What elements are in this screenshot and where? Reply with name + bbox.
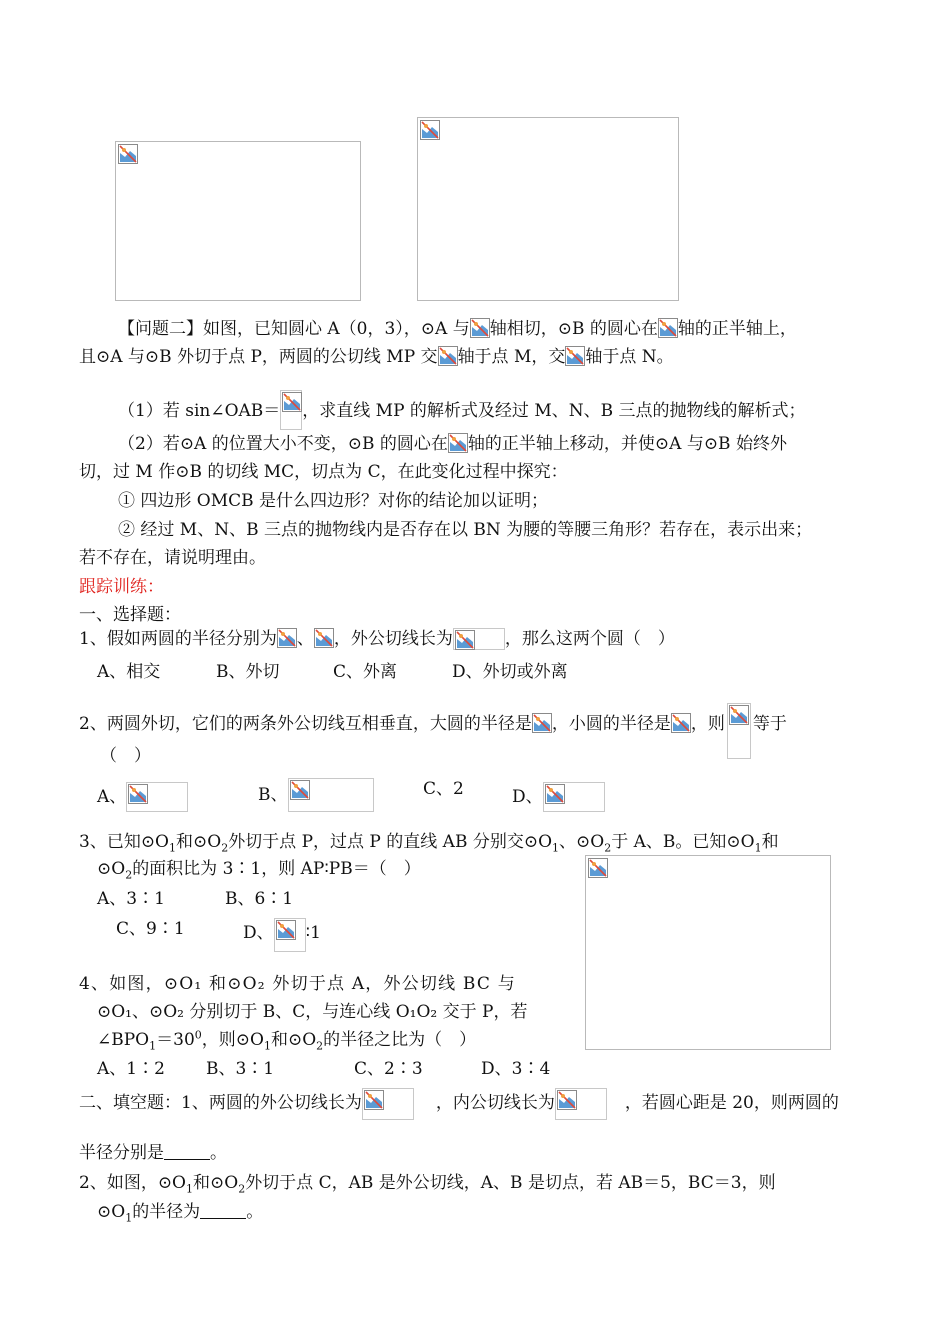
problem2-sub2-line1: ② 经过 M、N、B 三点的抛物线内是否存在以 BN 为腰的等腰三角形？若存在，表示出来； — [118, 520, 813, 540]
q3-option-a[interactable]: A、3∶1 — [97, 889, 165, 909]
fill2-line1: 2、如图，$⊙O_1$和$⊙O_2$外切于点 C，AB 是外公切线，A、B 是切点，若 AB＝5，BC＝3，则 — [79, 1173, 776, 1196]
problem2-sub1: ① 四边形 OMCB 是什么四边形？对你的结论加以证明； — [118, 491, 549, 511]
q1-option-a[interactable]: A、相交 — [97, 662, 161, 682]
broken-image-icon — [128, 784, 148, 804]
section1-title: 一、选择题： — [79, 605, 181, 625]
question-4-line2: ⊙O₁、⊙O₂ 分别切于 B、C，与连心线 O₁O₂ 交于 P，若 — [97, 1002, 528, 1022]
fill1-line2: 半径分别是 。 — [79, 1143, 227, 1163]
q2-option-b[interactable]: B、 — [258, 778, 374, 812]
answer-blank[interactable] — [200, 1202, 246, 1219]
q3-option-c[interactable]: C、9∶1 — [116, 919, 185, 939]
broken-image-icon — [364, 1090, 384, 1110]
q1-option-c[interactable]: C、外离 — [333, 662, 398, 682]
figure-frame-left — [115, 141, 361, 301]
broken-image-icon — [658, 318, 678, 338]
training-heading: 跟踪训练： — [79, 577, 164, 597]
broken-image-icon — [290, 780, 310, 800]
q2-paren: （ ） — [100, 746, 151, 766]
question-2: 2、两圆外切，它们的两条外公切线互相垂直，大圆的半径是 ，小圆的半径是 ，则 等于 — [79, 703, 787, 759]
formula-image-box — [543, 782, 605, 812]
question-4-line1: 4、如图，⊙O₁ 和⊙O₂ 外切于点 A，外公切线 BC 与 — [79, 974, 516, 994]
question-1: 1、假如两圆的半径分别为 、 ，外公切线长为 ，那么这两个圆（ ） — [79, 629, 675, 649]
formula-image-box — [280, 390, 302, 430]
broken-image-icon — [448, 433, 468, 453]
broken-image-icon — [588, 858, 608, 878]
answer-blank[interactable] — [164, 1143, 210, 1160]
question-4-line3: $\angle BPO_1=30^0$，则$⊙O_1$和$⊙O_2$的半径之比为（ ） — [97, 1028, 477, 1053]
broken-image-icon — [671, 713, 691, 733]
broken-image-icon — [438, 346, 458, 366]
formula-image-box — [362, 1088, 414, 1120]
q3-option-d[interactable]: D、 ∶1 — [243, 918, 321, 952]
formula-image-box — [727, 703, 751, 759]
broken-image-icon — [532, 713, 552, 733]
formula-image-box — [555, 1088, 607, 1120]
q4-option-d[interactable]: D、3∶4 — [481, 1059, 551, 1079]
question-3-line1: 3、已知$⊙O_1$和$⊙O_2$外切于点 P，过点 P 的直线 AB 分别交$⊙O_1$、$⊙O_2$于 A、B。已知$⊙O_1$和 — [79, 832, 779, 855]
broken-image-icon — [276, 920, 296, 940]
broken-image-icon — [314, 628, 334, 648]
formula-image-box — [274, 918, 306, 952]
q4-option-c[interactable]: C、2∶3 — [354, 1059, 423, 1079]
broken-image-icon — [565, 346, 585, 366]
section2-line1: 二、填空题：1、两圆的外公切线长为 ，内公切线长为 ，若圆心距是 20，则两圆的 — [79, 1088, 839, 1120]
broken-image-icon — [470, 318, 490, 338]
q1-option-b[interactable]: B、外切 — [216, 662, 280, 682]
q2-option-a[interactable]: A、 — [97, 782, 188, 812]
q4-option-a[interactable]: A、1∶2 — [97, 1059, 165, 1079]
formula-image-box — [453, 628, 505, 650]
q1-option-d[interactable]: D、外切或外离 — [452, 662, 568, 682]
broken-image-icon — [118, 144, 138, 164]
problem2-q2-line2: 切，过 M 作⊙B 的切线 MC，切点为 C，在此变化过程中探究： — [79, 462, 568, 482]
q2-option-d[interactable]: D、 — [512, 782, 605, 812]
broken-image-icon — [282, 392, 302, 412]
broken-image-icon — [455, 630, 475, 650]
figure-frame-right — [417, 117, 679, 301]
question-3-line2: $⊙O_2$的面积比为 3∶1，则 AP∶PB＝（ ） — [97, 859, 421, 882]
broken-image-icon — [557, 1090, 577, 1110]
figure-frame-q4 — [585, 855, 831, 1050]
q4-option-b[interactable]: B、3∶1 — [206, 1059, 275, 1079]
broken-image-icon — [545, 784, 565, 804]
q2-option-c[interactable]: C、2 — [423, 779, 464, 799]
formula-image-box — [288, 778, 374, 812]
problem2-q1: （1）若 sin∠OAB＝ ，求直线 MP 的解析式及经过 M、N、B 三点的抛物线的解析式； — [118, 390, 806, 430]
broken-image-icon — [729, 705, 749, 725]
problem2-sub2-line2: 若不存在，请说明理由。 — [79, 548, 266, 568]
problem2-line2: 且⊙A 与⊙B 外切于点 P，两圆的公切线 MP 交 轴于点 M，交 轴于点 N。 — [79, 347, 674, 367]
formula-image-box — [126, 782, 188, 812]
broken-image-icon — [277, 628, 297, 648]
fill2-line2: $⊙O_1$的半径为 。 — [97, 1202, 264, 1225]
q3-option-b[interactable]: B、6∶1 — [225, 889, 294, 909]
problem2-line1: 【问题二】如图，已知圆心 A（0，3），⊙A 与 轴相切，⊙B 的圆心在 轴的正半轴上， — [118, 319, 797, 339]
problem2-q2-line1: （2）若⊙A 的位置大小不变，⊙B 的圆心在 轴的正半轴上移动，并使⊙A 与⊙B 始终外 — [118, 434, 787, 454]
broken-image-icon — [420, 120, 440, 140]
